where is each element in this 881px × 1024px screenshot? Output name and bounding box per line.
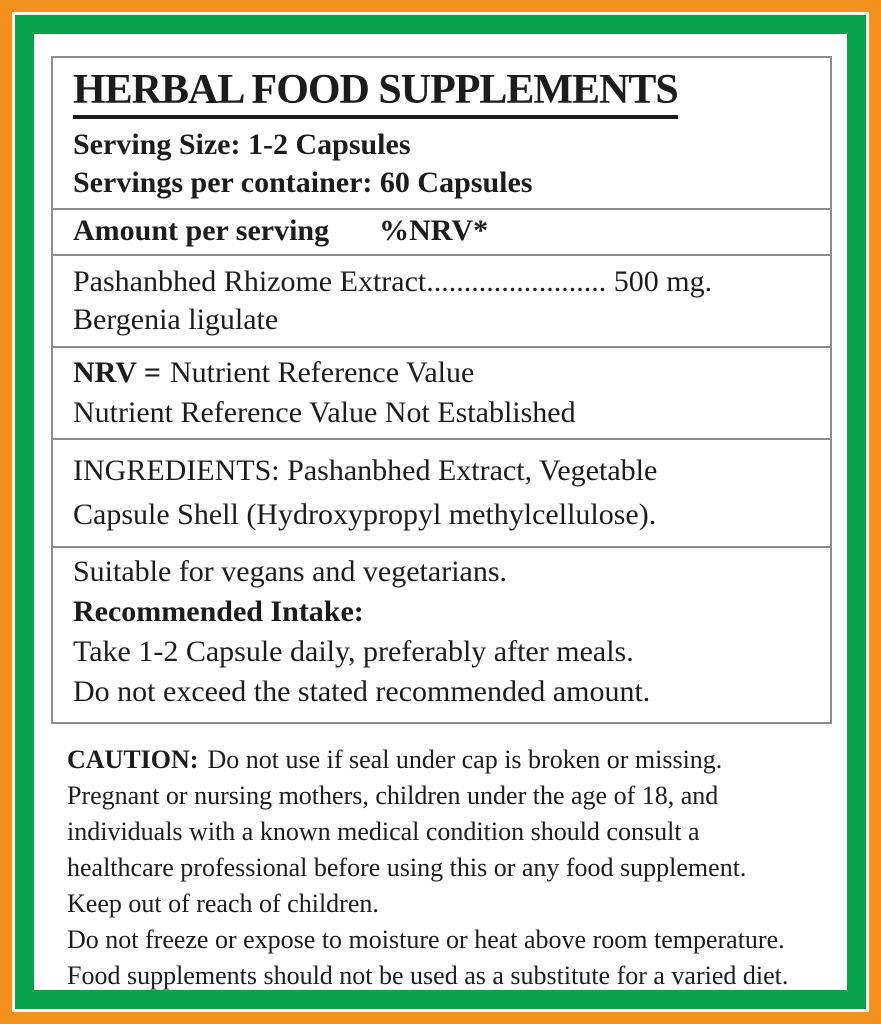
caution-block [67,742,824,990]
ingredients-line-2: Capsule Shell (Hydroxypropyl methylcellulose). [73,498,657,531]
nrv-abbreviation: NRV = [73,356,161,389]
ingredients-section [53,438,830,546]
nrv-not-established-line: Nutrient Reference Value Not Established [73,396,576,429]
dot-leader: ........................ [426,265,607,298]
frame-accent-line [12,12,869,1012]
ingredients-line-1: INGREDIENTS: Pashanbhed Extract, Vegetable [73,454,658,487]
caution-line-2: Pregnant or nursing mothers, children under the age of 18, and [67,781,719,810]
ingredient-amount: 500 mg. [613,265,713,298]
recommended-intake-heading: Recommended Intake: [73,595,364,628]
caution-line-4: healthcare professional before using this or any food supplement. [67,853,747,882]
inner-green-border [15,15,866,1009]
nrv-definition: Nutrient Reference Value [170,356,475,389]
nrv-definition-section [53,346,830,438]
servings-per-container-line: Servings per container: 60 Capsules [73,166,533,199]
nrv-column-header: %NRV* [379,214,489,247]
vegan-suitability-line: Suitable for vegans and vegetarians. [73,555,508,588]
caution-line-6: Do not freeze or expose to moisture or heat above room temperature. [67,925,785,954]
do-not-exceed-line: Do not exceed the stated recommended amount. [73,675,651,708]
ingredient-name: Pashanbhed Rhizome Extract [73,265,427,298]
panel-title: HERBAL FOOD SUPPLEMENTS [73,68,678,119]
intake-instruction-line: Take 1-2 Capsule daily, preferably after meals. [73,635,634,668]
caution-line-5: Keep out of reach of children. [67,889,379,918]
supplement-label [34,34,847,990]
caution-line-3: individuals with a known medical condition should consult a [67,817,700,846]
serving-size-line: Serving Size: 1-2 Capsules [73,128,411,161]
amount-header-section [53,208,830,254]
caution-line-1: Do not use if seal under cap is broken or missing. [207,745,723,774]
caution-label: CAUTION: [67,745,199,774]
caution-line-7: Food supplements should not be used as a substitute for a varied diet. [67,961,789,990]
supplement-facts-panel [51,56,832,724]
amount-per-serving-header: Amount per serving [73,214,330,247]
ingredient-botanical-name: Bergenia ligulate [73,303,279,336]
panel-header-section [53,58,830,208]
active-ingredient-section [53,254,830,346]
usage-section [53,546,830,722]
